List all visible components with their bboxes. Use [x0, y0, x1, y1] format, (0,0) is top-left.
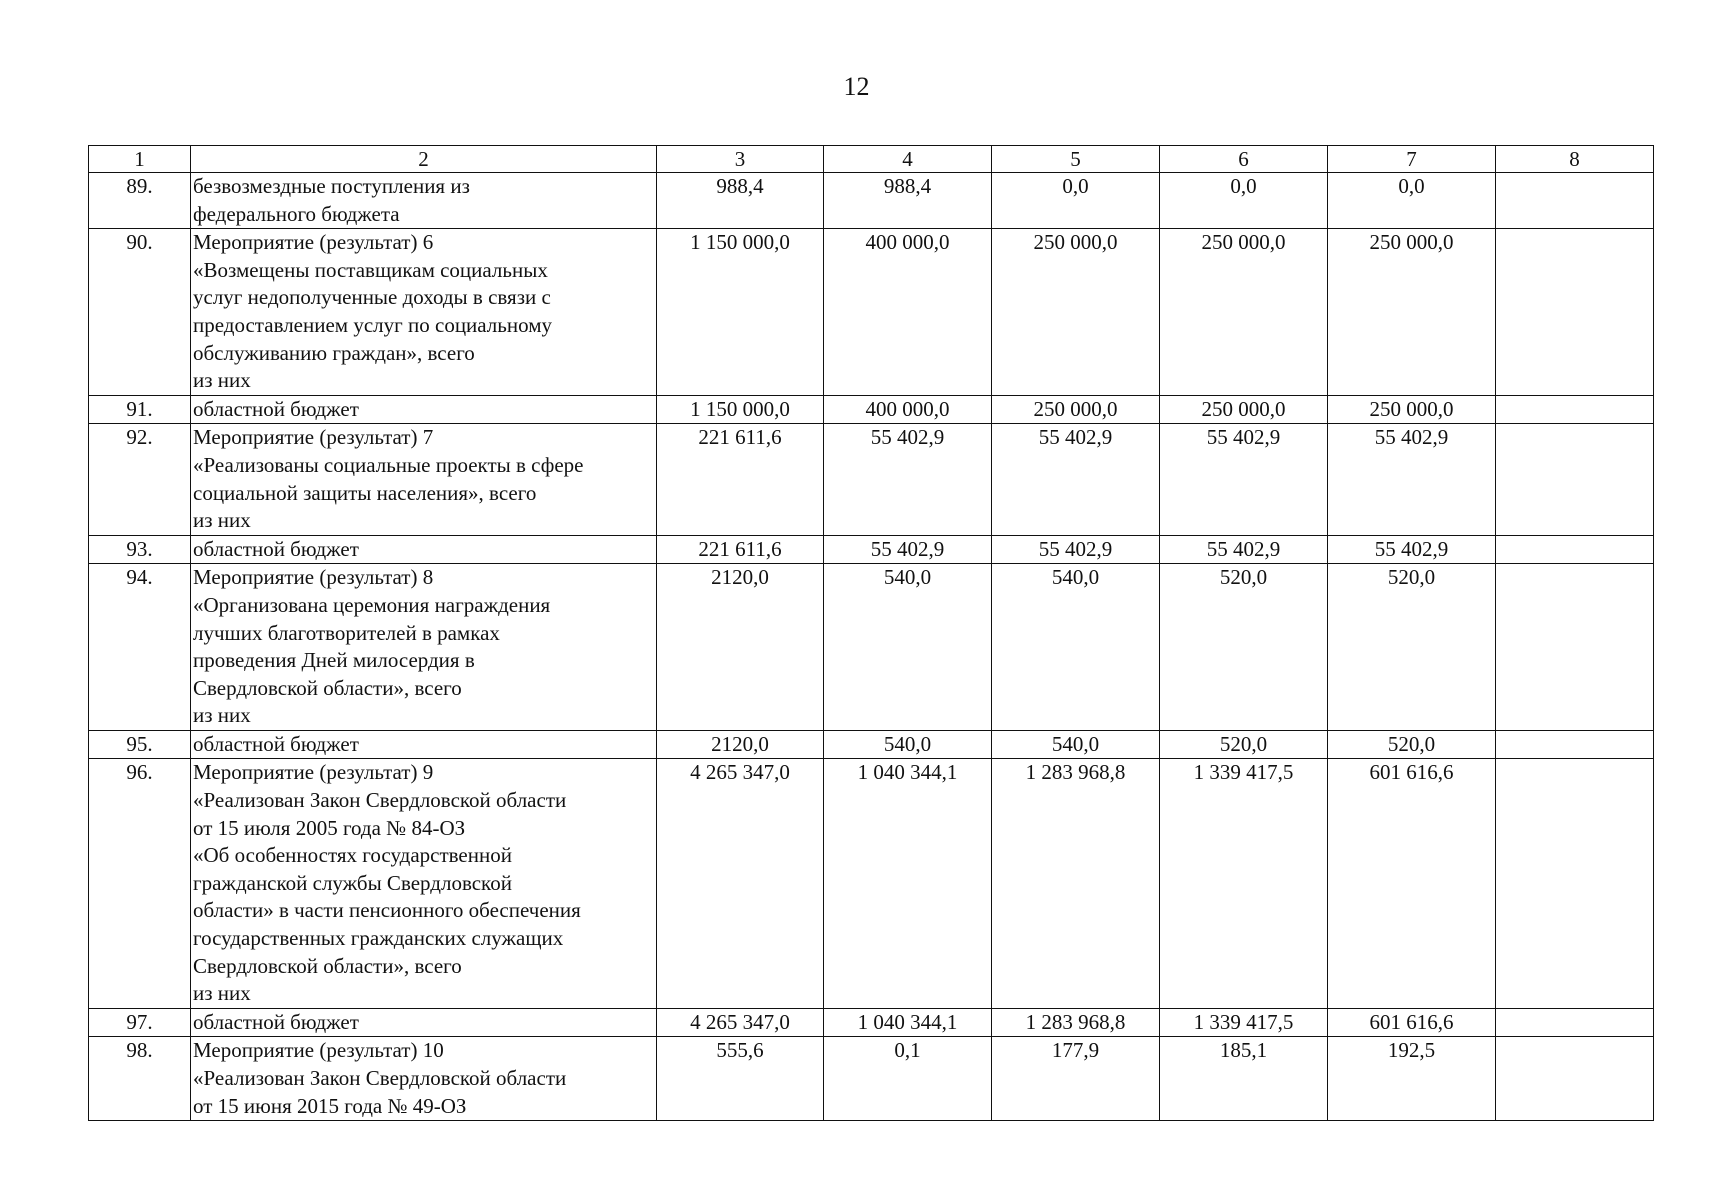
row-name-line: гражданской службы Свердловской: [193, 870, 512, 895]
row-name-line: из них: [193, 703, 251, 728]
table-body: [89, 146, 1654, 1121]
value-col-8: [1496, 395, 1654, 424]
row-name-line: от 15 июля 2005 года № 84-ОЗ: [193, 815, 466, 840]
row-name: [191, 730, 657, 759]
column-header-6: 6: [1160, 146, 1328, 173]
row-name-line: областной бюджет: [193, 731, 359, 756]
column-header-2: 2: [191, 146, 657, 173]
value-col-3: 2120,0: [657, 730, 824, 759]
value-col-7: 55 402,9: [1328, 535, 1496, 564]
value-col-5: 55 402,9: [992, 424, 1160, 535]
value-col-6: 185,1: [1160, 1037, 1328, 1121]
row-name-line: федерального бюджета: [193, 201, 400, 226]
value-col-5: 250 000,0: [992, 229, 1160, 396]
value-col-6: 520,0: [1160, 730, 1328, 759]
value-col-7: 601 616,6: [1328, 1008, 1496, 1037]
row-number: 92.: [89, 424, 191, 535]
value-col-6: 55 402,9: [1160, 424, 1328, 535]
value-col-3: 221 611,6: [657, 424, 824, 535]
row-name-line: услуг недополученные доходы в связи с: [193, 285, 551, 310]
value-col-6: 250 000,0: [1160, 395, 1328, 424]
table-row: [89, 173, 1654, 229]
value-col-5: 55 402,9: [992, 535, 1160, 564]
column-header-4: 4: [824, 146, 992, 173]
value-col-7: 0,0: [1328, 173, 1496, 229]
value-col-3: 1 150 000,0: [657, 395, 824, 424]
value-col-5: 540,0: [992, 564, 1160, 731]
value-col-7: 250 000,0: [1328, 229, 1496, 396]
row-number: 95.: [89, 730, 191, 759]
row-name-line: области» в части пенсионного обеспечения: [193, 898, 581, 923]
column-header-7: 7: [1328, 146, 1496, 173]
value-col-5: 250 000,0: [992, 395, 1160, 424]
row-name-line: Мероприятие (результат) 9: [193, 760, 434, 785]
row-name-line: «Возмещены поставщикам социальных: [193, 257, 548, 282]
row-name-line: областной бюджет: [193, 536, 359, 561]
value-col-8: [1496, 759, 1654, 1008]
value-col-6: 1 339 417,5: [1160, 1008, 1328, 1037]
table-row: [89, 424, 1654, 535]
value-col-5: 1 283 968,8: [992, 759, 1160, 1008]
row-name-line: «Об особенностях государственной: [193, 843, 512, 868]
row-name-line: «Реализованы социальные проекты в сфере: [193, 452, 584, 477]
value-col-6: 520,0: [1160, 564, 1328, 731]
value-col-4: 0,1: [824, 1037, 992, 1121]
row-name: [191, 1008, 657, 1037]
row-number: 97.: [89, 1008, 191, 1037]
value-col-7: 55 402,9: [1328, 424, 1496, 535]
value-col-5: 1 283 968,8: [992, 1008, 1160, 1037]
row-name-line: Мероприятие (результат) 7: [193, 425, 434, 450]
row-name: [191, 173, 657, 229]
value-col-7: 192,5: [1328, 1037, 1496, 1121]
row-name: [191, 759, 657, 1008]
row-name-line: лучших благотворителей в рамках: [193, 620, 500, 645]
row-name-line: государственных гражданских служащих: [193, 926, 564, 951]
row-name: [191, 424, 657, 535]
row-name-line: проведения Дней милосердия в: [193, 648, 475, 673]
row-number: 98.: [89, 1037, 191, 1121]
table-row: [89, 1037, 1654, 1121]
row-name: [191, 1037, 657, 1121]
table-row: [89, 1008, 1654, 1037]
value-col-8: [1496, 1037, 1654, 1121]
page-number: 12: [843, 72, 870, 101]
row-name-line: «Реализован Закон Свердловской области: [193, 1066, 567, 1090]
value-col-8: [1496, 1008, 1654, 1037]
value-col-8: [1496, 424, 1654, 535]
value-col-3: 555,6: [657, 1037, 824, 1121]
row-number: 94.: [89, 564, 191, 731]
column-header-3: 3: [657, 146, 824, 173]
value-col-3: 4 265 347,0: [657, 1008, 824, 1037]
header-row: [89, 146, 1654, 173]
row-name-line: из них: [193, 508, 251, 533]
row-name: [191, 564, 657, 731]
row-name: [191, 535, 657, 564]
value-col-6: 0,0: [1160, 173, 1328, 229]
value-col-4: 988,4: [824, 173, 992, 229]
row-number: 96.: [89, 759, 191, 1008]
row-name: [191, 395, 657, 424]
value-col-4: 540,0: [824, 564, 992, 731]
value-col-8: [1496, 173, 1654, 229]
value-col-3: 4 265 347,0: [657, 759, 824, 1008]
table-row: [89, 730, 1654, 759]
value-col-7: 601 616,6: [1328, 759, 1496, 1008]
row-number: 93.: [89, 535, 191, 564]
row-name-line: социальной защиты населения», всего: [193, 480, 537, 505]
row-name: [191, 229, 657, 396]
value-col-7: 520,0: [1328, 564, 1496, 731]
value-col-4: 1 040 344,1: [824, 759, 992, 1008]
value-col-8: [1496, 535, 1654, 564]
row-name-line: безвозмездные поступления из: [193, 174, 470, 198]
row-name-line: из них: [193, 981, 251, 1006]
row-name-line: Свердловской области», всего: [193, 675, 462, 700]
column-header-8: 8: [1496, 146, 1654, 173]
row-number: 89.: [89, 173, 191, 229]
value-col-5: 0,0: [992, 173, 1160, 229]
value-col-5: 540,0: [992, 730, 1160, 759]
table-row: [89, 564, 1654, 731]
value-col-6: 55 402,9: [1160, 535, 1328, 564]
column-header-5: 5: [992, 146, 1160, 173]
value-col-8: [1496, 730, 1654, 759]
value-col-3: 2120,0: [657, 564, 824, 731]
row-number: 90.: [89, 229, 191, 396]
row-name-line: из них: [193, 368, 251, 393]
row-name-line: Мероприятие (результат) 8: [193, 565, 434, 590]
column-header-1: 1: [89, 146, 191, 173]
value-col-6: 1 339 417,5: [1160, 759, 1328, 1008]
table-row: [89, 759, 1654, 1008]
value-col-4: 55 402,9: [824, 424, 992, 535]
value-col-3: 1 150 000,0: [657, 229, 824, 396]
value-col-4: 400 000,0: [824, 395, 992, 424]
value-col-4: 1 040 344,1: [824, 1008, 992, 1037]
row-name-line: областной бюджет: [193, 1009, 359, 1034]
row-name-line: Свердловской области», всего: [193, 953, 462, 978]
value-col-7: 250 000,0: [1328, 395, 1496, 424]
row-name-line: «Организована церемония награждения: [193, 592, 551, 617]
row-name-line: обслуживанию граждан», всего: [193, 340, 475, 365]
row-name-line: «Реализован Закон Свердловской области: [193, 788, 567, 813]
value-col-8: [1496, 229, 1654, 396]
value-col-4: 55 402,9: [824, 535, 992, 564]
value-col-3: 988,4: [657, 173, 824, 229]
value-col-4: 540,0: [824, 730, 992, 759]
row-name-line: областной бюджет: [193, 396, 359, 421]
table-row: [89, 229, 1654, 396]
value-col-8: [1496, 564, 1654, 731]
table-row: [89, 395, 1654, 424]
table-row: [89, 535, 1654, 564]
value-col-4: 400 000,0: [824, 229, 992, 396]
row-number: 91.: [89, 395, 191, 424]
row-name-line: Мероприятие (результат) 6: [193, 230, 434, 255]
value-col-3: 221 611,6: [657, 535, 824, 564]
row-name-line: Мероприятие (результат) 10: [193, 1038, 444, 1063]
row-name-line: от 15 июня 2015 года № 49-ОЗ: [193, 1093, 467, 1118]
value-col-5: 177,9: [992, 1037, 1160, 1121]
value-col-6: 250 000,0: [1160, 229, 1328, 396]
row-name-line: предоставлением услуг по социальному: [193, 312, 552, 337]
value-col-7: 520,0: [1328, 730, 1496, 759]
budget-table: [88, 145, 1654, 1121]
